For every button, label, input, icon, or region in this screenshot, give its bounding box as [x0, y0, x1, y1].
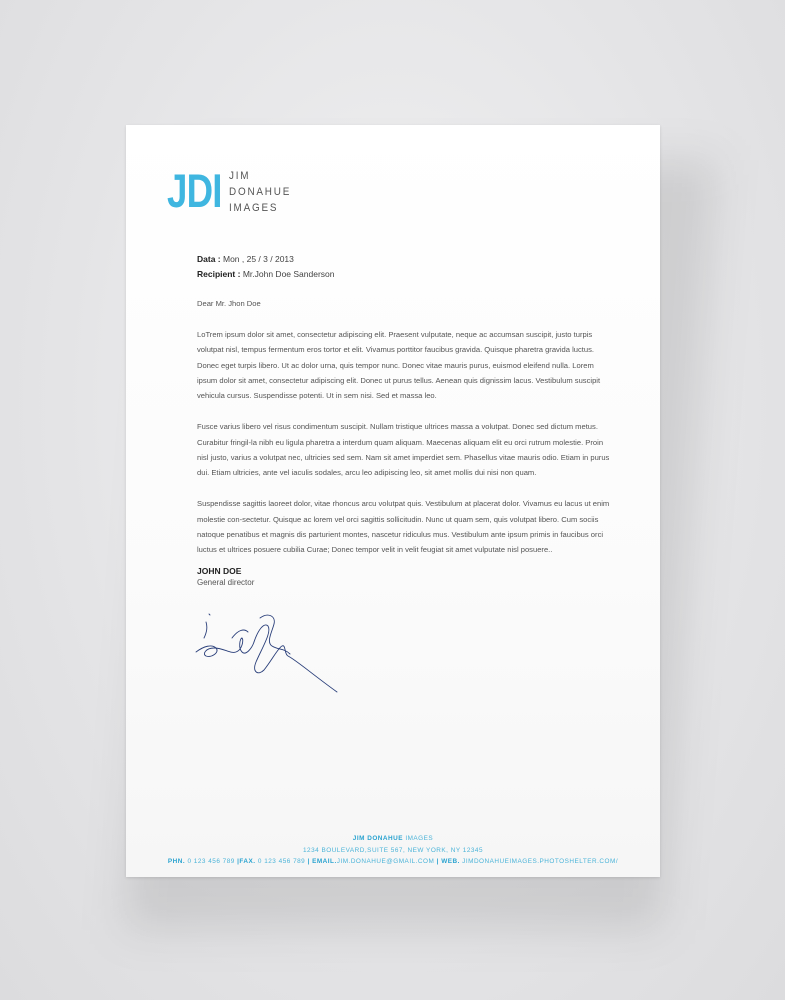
footer-company-rest: IMAGES — [403, 835, 434, 842]
fax-value: 0 123 456 789 — [255, 858, 308, 865]
logo-mark: JDI — [167, 164, 222, 217]
web-value: JIMDONAHUEIMAGES.PHOTOSHELTER.COM/ — [459, 858, 619, 865]
recipient-value: Mr.John Doe Sanderson — [242, 269, 335, 279]
letterhead-page — [126, 125, 660, 877]
logo-wordmark — [229, 168, 298, 216]
signer-name: JOHN DOE — [197, 566, 242, 576]
footer-address: 1234 BOULEVARD,SUITE 567, NEW YORK, NY 12345 — [302, 846, 484, 854]
signer-title: General director — [197, 578, 255, 587]
fax-label: |FAX. — [237, 858, 256, 865]
paragraph-3: Suspendisse sagittis laoreet dolor, vitae rhoncus arcu volutpat quis. Vestibulum at placerat dolor. Vivamus eu lacus ut enim molestie con-sectetur. Quisque ac lorem vel orci sagittis sollicitudin. Nunc ut quam sem, quis volutpat libero. Cum sociis natoque penatibus et magnis dis parturient montes, nascetur ridiculus mus. Vestibulum ante ipsum primis in faucibus orci luctus et ultrices posuere cubilia Curae; Donec tempor velit in velit feugiat sit amet vulputate nisl posuere.. — [197, 499, 610, 555]
date-line — [197, 252, 335, 267]
letterhead-footer — [126, 833, 660, 868]
company-logo — [167, 164, 298, 217]
letter-body — [197, 296, 613, 573]
salutation: Dear Mr. Jhon Doe — [197, 299, 261, 308]
footer-contacts — [126, 856, 660, 868]
logo-word-2: DONAHUE — [229, 186, 292, 198]
paragraph-2: Fusce varius libero vel risus condimentum suscipit. Nullam tristique ultrices massa a volutpat. Donec sed dictum metus. Curabitur fringil-la nibh eu ligula pharetra a interdum quam aliquam. Maecenas aliquam elit eu orci rutrum molestie. Proin nisl justo, varius a volutpat nec, ultricies sed sem. Nam sit amet imperdiet sem. Phasellus vitae mauris odio. Etiam in purus dui. Etiam ultricies, ante vel iaculis sodales, arcu leo adipiscing leo, sit amet mollis dui nisi non quam. — [197, 422, 610, 478]
email-label: | EMAIL. — [307, 858, 337, 865]
footer-company — [126, 833, 660, 845]
web-label: | WEB. — [436, 858, 460, 865]
logo-word-3: IMAGES — [229, 202, 279, 214]
recipient-label: Recipient : — [197, 269, 241, 279]
paragraph-1: LoTrem ipsum dolor sit amet, consectetur adipiscing elit. Praesent vulputate, neque ac accumsan suscipit, justo turpis volutpat nisl, tempus fermentum eros tortor et elit. Vivamus porttitor faucibus gravida. Quisque pharetra gravida luctus. Donec eget turpis libero. Ut ac dolor urna, quis tempor nunc. Donec vitae mauris purus, euismod eleifend nulla. Lorem ipsum dolor sit amet, consectetur adipiscing elit. Donec ut purus tellus. Aenean quis dignissim lacus. Vestibulum suscipit vehicula cursus. Suspendisse potenti. Ut in sem nisi. Sed et massa leo. — [197, 329, 601, 401]
phone-value: 0 123 456 789 — [185, 858, 238, 865]
logo-word-1: JIM — [229, 170, 251, 182]
letter-meta — [197, 252, 335, 282]
date-label: Data : — [197, 254, 221, 264]
recipient-line — [197, 267, 335, 282]
phone-label: PHN. — [167, 858, 186, 865]
footer-company-bold: JIM DONAHUE — [352, 835, 404, 842]
email-value: JIM.DONAHUE@GMAIL.COM — [336, 858, 437, 865]
date-value: Mon , 25 / 3 / 2013 — [223, 254, 294, 264]
handwritten-signature — [192, 608, 342, 693]
